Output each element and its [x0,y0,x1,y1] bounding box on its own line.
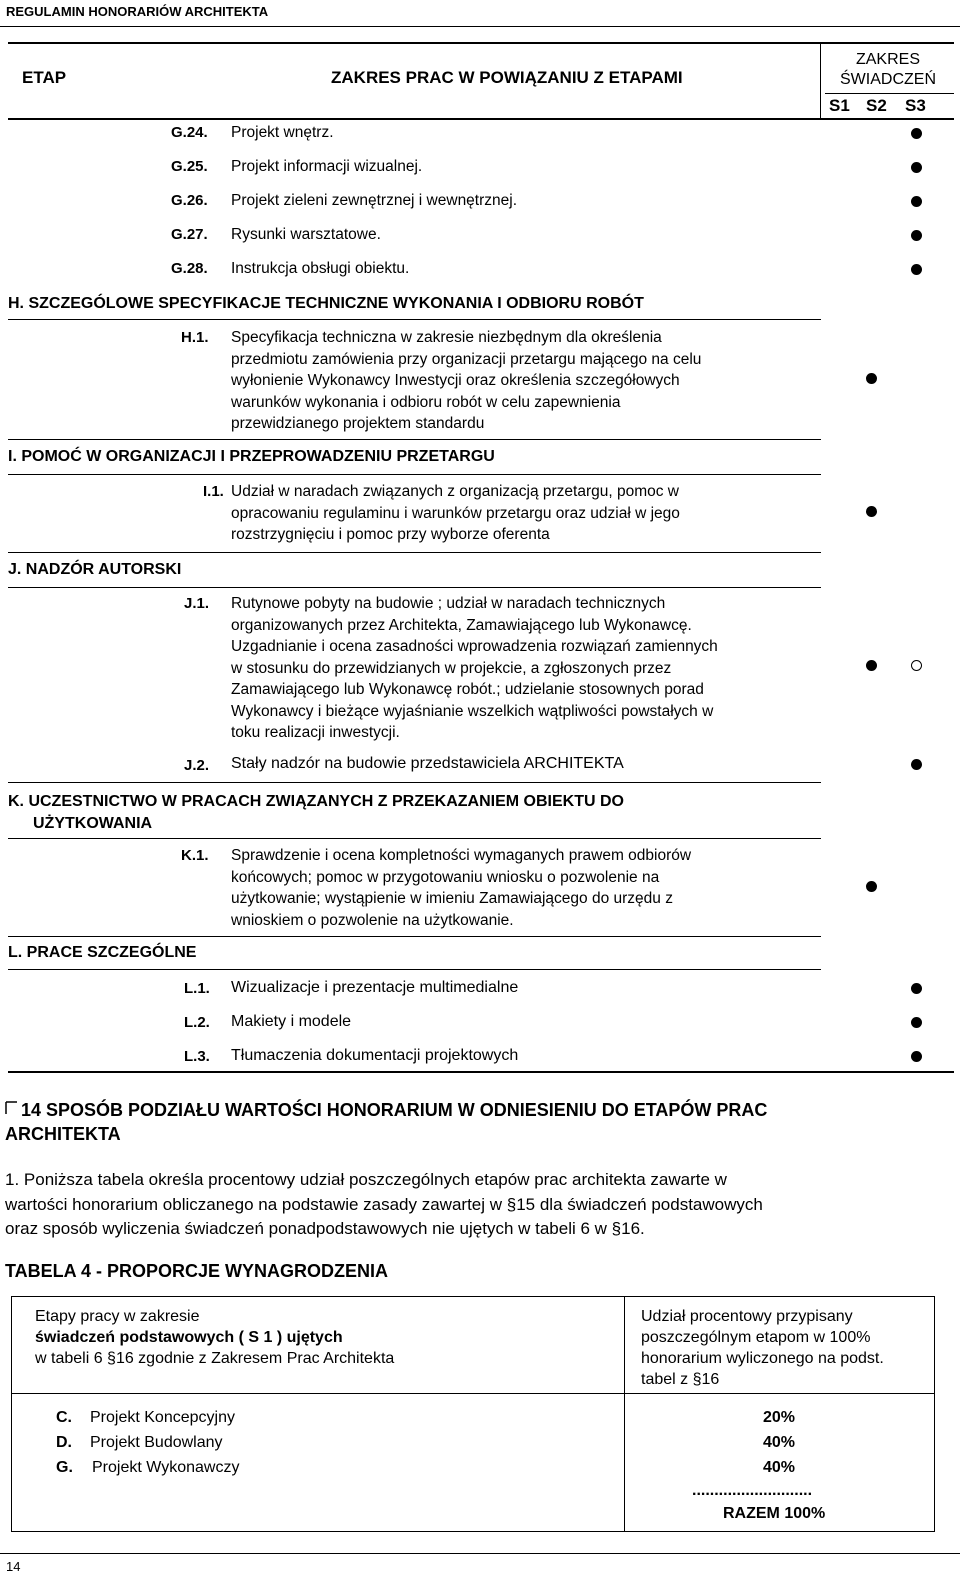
section-h-heading: H. SZCZEGÓLOWE SPECYFIKACJE TECHNICZNE WYKONANIA I ODBIORU ROBÓT [8,295,644,312]
text-line: Udział w naradach związanych z organizacją przetargu, pomoc w [231,483,679,500]
table-4-total: RAZEM 100% [723,1505,826,1522]
section-rule [8,319,821,320]
section-rule [8,838,821,839]
s3-filled-dot-icon [911,162,922,173]
text-line: Sprawdzenie i ocena kompletności wymaganych prawem odbiorów [231,847,692,864]
section-k-line1: K. UCZESTNICTWO W PRACACH ZWIĄZANYCH Z PRZEKAZANIEM OBIEKTU DO [8,793,624,810]
col-s3: S3 [905,96,926,115]
row-text [231,845,691,931]
text-line: Wykonawcy i bieżące wyjaśnianie wszelkich wątpliwości powstałych w [231,702,714,720]
row-letter: G. [56,1459,73,1476]
row-text: Tłumaczenia dokumentacji projektowych [231,1047,519,1064]
table-4-right-header [641,1306,884,1390]
section-rule [8,552,821,553]
table-4-left-header [35,1306,394,1369]
section-k-line2: UŻYTKOWANIA [33,815,153,832]
section-rule [8,969,821,970]
row-code: H.1. [181,329,209,346]
row-pct: 40% [763,1459,796,1476]
text-line: przedmiotu zamówienia przy organizacji przetargu mającego na celu [231,350,702,368]
s2-filled-dot-icon [866,506,877,517]
section-14-heading [5,1098,767,1146]
row-text: Instrukcja obsługi obiektu. [231,260,410,277]
row-code: G.27. [171,226,208,243]
col-s1: S1 [829,96,850,115]
section-l-heading: L. PRACE SZCZEGÓLNE [8,944,197,961]
col-divider [820,42,821,120]
row-text: Projekt informacji wizualnej. [231,158,423,175]
section-rule [8,782,821,783]
row-code: G.24. [171,124,208,141]
header-line: Etapy pracy w zakresie [35,1308,200,1325]
table-4-col-divider [624,1297,625,1531]
text-line: Specyfikacja techniczna w zakresie niezbędnym dla określenia [231,329,662,346]
row-code: K.1. [181,847,209,864]
s3-filled-dot-icon [911,196,922,207]
row-text [231,593,718,744]
row-code: G.26. [171,192,208,209]
s3-open-circle-icon [911,660,922,671]
section-rule [8,474,821,475]
row-text: Rysunki warsztatowe. [231,226,381,243]
row-code: I.1. [203,483,224,500]
text-line: przewidzianego projektem standardu [231,415,485,432]
swiadczen-sub-rule [825,93,954,94]
col-s2: S2 [866,96,887,115]
text-line: rozstrzygnięciu i pomoc przy wyborze oferenta [231,526,550,543]
table-top-rule [8,42,954,44]
col-swiadczen-line2: ŚWIADCZEŃ [840,71,936,88]
header-line: Udział procentowy przypisany [641,1308,853,1325]
row-text [231,327,701,435]
row-code: L.1. [184,980,210,997]
s3-filled-dot-icon [911,759,922,770]
section-j-heading: J. NADZÓR AUTORSKI [8,561,182,578]
row-letter: D. [56,1434,72,1451]
text-line: Uzgadnianie i ocena zasadności wprowadzenia rozwiązań zamiennych [231,638,718,655]
header-line: poszczególnym etapom w 100% [641,1329,871,1346]
row-code: G.28. [171,260,208,277]
text-line: organizowanych przez Architekta, Zamawiającego lub Wykonawcę. [231,616,692,634]
text-line: wyłonienie Wykonawcy Inwestycji oraz określenia szczegółowych [231,372,680,389]
s3-filled-dot-icon [911,1051,922,1062]
section-k-heading [8,791,624,835]
row-name: Projekt Budowlany [90,1434,223,1451]
table-bottom-rule [8,1071,954,1073]
paragraph-line: 1. Poniższa tabela określa procentowy udział poszczególnych etapów prac architekta zawarte w [5,1170,727,1189]
page-number: 14 [6,1559,21,1574]
s2-filled-dot-icon [866,373,877,384]
col-swiadczen-line1: ZAKRES [855,51,920,68]
text-line: Rutynowe pobyty na budowie ; udział w naradach technicznych [231,595,666,612]
row-text: Wizualizacje i prezentacje multimedialne [231,979,519,996]
row-code: J.2. [184,757,210,774]
text-line: w stosunku do przewidzianych w projekcie, a zgłoszonych przez [231,659,672,677]
section-rule [8,936,821,937]
row-text: Stały nadzór na budowie przedstawiciela ARCHITEKTA [231,755,624,772]
text-line: użytkowanie; wystąpienie w imieniu Zamawiającego do urzędu z [231,890,673,907]
col-zakres: ZAKRES PRAC W POWIĄZANIU Z ETAPAMI [331,68,683,87]
row-pct: 40% [763,1434,796,1451]
row-code: G.25. [171,158,208,175]
text-line: opracowaniu regulaminu i warunków przetargu oraz udział w jego [231,504,680,522]
s3-filled-dot-icon [911,230,922,241]
row-pct: 20% [763,1409,796,1426]
header-line: w tabeli 6 §16 zgodnie z Zakresem Prac Architekta [35,1350,395,1367]
row-name: Projekt Koncepcyjny [90,1409,235,1426]
page-header: REGULAMIN HONORARIÓW ARCHITEKTA [6,4,269,19]
section-i-heading: I. POMOĆ W ORGANIZACJI I PRZEPROWADZENIU PRZETARGU [8,448,495,465]
s2-filled-dot-icon [866,660,877,671]
table-4-title: TABELA 4 - PROPORCJE WYNAGRODZENIA [5,1261,389,1281]
row-code: L.2. [184,1014,210,1031]
section-14-paragraph [5,1168,763,1242]
col-swiadczen [822,50,954,90]
row-text: Projekt wnętrz. [231,124,334,141]
header-line: honorarium wyliczonego na podst. [641,1350,884,1367]
dotted-leader: ........................... [692,1482,813,1499]
row-letter: C. [56,1409,72,1426]
s3-filled-dot-icon [911,1017,922,1028]
row-text: Makiety i modele [231,1013,352,1030]
header-line: tabel z §16 [641,1371,720,1388]
text-line: końcowych; pomoc w przygotowaniu wniosku o pozwolenie na [231,868,660,886]
section-14-heading-line1: 14 SPOSÓB PODZIAŁU WARTOŚCI HONORARIUM W ODNIESIENIU DO ETAPÓW PRAC [21,1100,768,1120]
s2-filled-dot-icon [866,881,877,892]
section-rule [8,587,821,588]
col-etap: ETAP [22,68,67,87]
row-code: L.3. [184,1048,210,1065]
text-line: wnioskiem o pozwolenie na użytkowanie. [231,911,514,929]
paragraph-line: oraz sposób wyliczenia świadczeń ponadpodstawowych nie ujętych w tabeli 6 w §16. [5,1219,645,1238]
text-line: warunków wykonania i odbioru robót w celu zapewnienia [231,393,621,411]
text-line: toku realizacji inwestycji. [231,724,400,741]
row-text [231,481,680,546]
table-header-rule [8,118,954,120]
section-rule [8,439,821,440]
header-line: świadczeń podstawowych ( S 1 ) ujętych [35,1329,343,1346]
header-rule [0,26,960,27]
text-line: Zamawiającego lub Wykonawcę robót.; udzielanie stosownych porad [231,681,704,698]
paragraph-line: wartości honorarium obliczanego na podstawie zasady zawartej w §15 dla świadczeń podstawowych [5,1194,763,1214]
section-14-heading-line2: ARCHITEKTA [5,1124,121,1144]
row-code: J.1. [184,595,210,612]
row-name: Projekt Wykonawczy [92,1459,240,1476]
s3-filled-dot-icon [911,128,922,139]
footer-rule [0,1553,960,1554]
table-4-header-rule [12,1393,934,1394]
s3-filled-dot-icon [911,983,922,994]
row-text: Projekt zieleni zewnętrznej i wewnętrznej. [231,192,518,209]
s3-filled-dot-icon [911,264,922,275]
table-4 [11,1296,935,1532]
